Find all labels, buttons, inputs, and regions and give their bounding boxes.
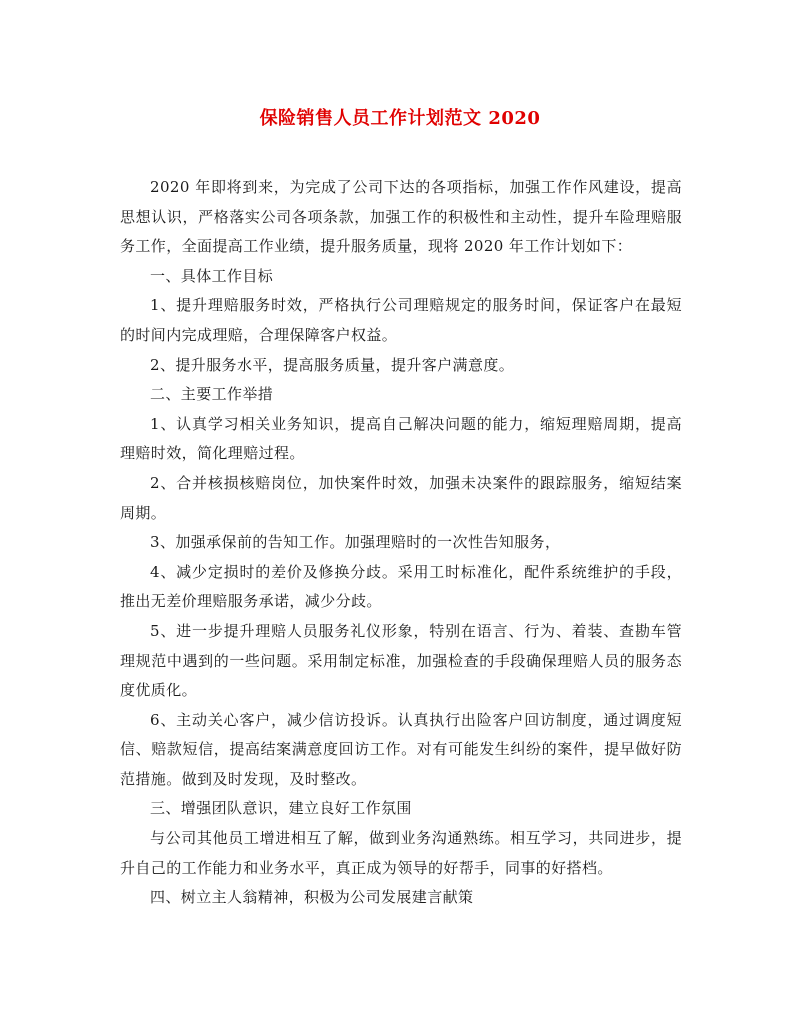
measure-item-4: 4、减少定损时的差价及修换分歧。采用工时标准化，配件系统维护的手段，推出无差价理赔服务承诺，减少分歧。 (120, 562, 682, 611)
teamwork-paragraph: 与公司其他员工增进相互了解，做到业务沟通熟练。相互学习，共同进步，提升自己的工作能力和业务水平，真正成为领导的好帮手，同事的好搭档。 (120, 829, 682, 877)
document-title: 保险销售人员工作计划范文 2020 (259, 108, 541, 129)
goal-item-1: 1、提升理赔服务时效，严格执行公司理赔规定的服务时间，保证客户在最短的时间内完成理赔，合理保障客户权益。 (120, 296, 682, 344)
measure-item-5: 5、进一步提升理赔人员服务礼仪形象，特别在语言、行为、着装、查勘车管理规范中遇到的一些问题。采用制定标准，加强检查的手段确保理赔人员的服务态度优质化。 (120, 621, 682, 700)
section-heading-measures: 二、主要工作举措 (150, 385, 274, 404)
document-body (120, 173, 682, 913)
section-heading-teamwork: 三、增强团队意识，建立良好工作氛围 (150, 799, 412, 818)
measure-item-2: 2、合并核损核赔岗位，加快案件时效，加强未决案件的跟踪服务，缩短结案周期。 (120, 473, 682, 522)
measure-item-3: 3、加强承保前的告知工作。加强理赔时的一次性告知服务， (150, 533, 561, 552)
measure-item-1: 1、认真学习相关业务知识，提高自己解决问题的能力，缩短理赔周期，提高理赔时效，简化理赔过程。 (120, 414, 682, 463)
measure-item-6: 6、主动关心客户，减少信访投诉。认真执行出险客户回访制度，通过调度短信、赔款短信，提高结案满意度回访工作。对有可能发生纠纷的案件，提早做好防范措施。做到及时发现，及时整改。 (120, 710, 682, 788)
intro-paragraph: 2020 年即将到来，为完成了公司下达的各项指标，加强工作作风建设，提高思想认识，严格落实公司各项条款，加强工作的积极性和主动性，提升车险理赔服务工作，全面提高工作业绩，提升服务质量，现将 2020 年工作计划如下： (120, 178, 682, 256)
section-heading-ownership: 四、树立主人翁精神，积极为公司发展建言献策 (150, 888, 474, 907)
section-heading-goals: 一、具体工作目标 (150, 266, 274, 285)
goal-item-2: 2、提升服务水平，提高服务质量，提升客户满意度。 (150, 355, 515, 374)
